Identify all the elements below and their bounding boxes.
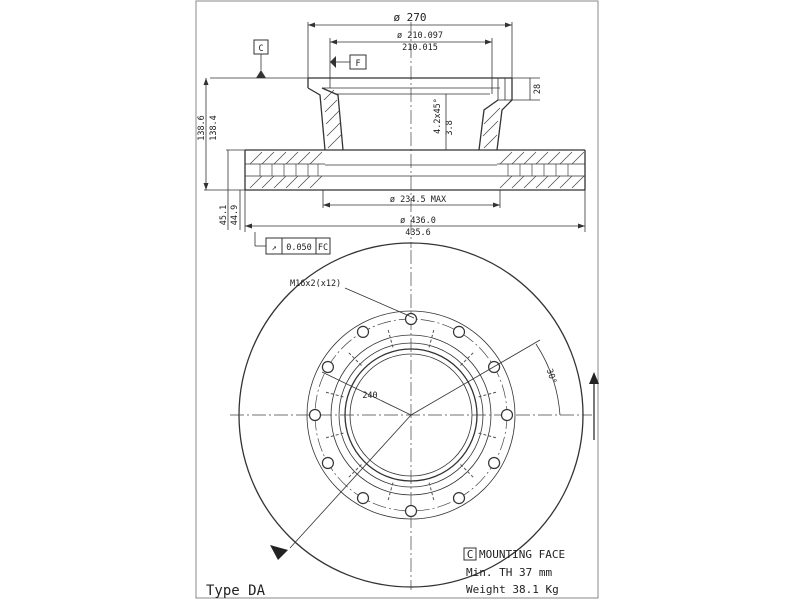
mounting-face-datum: C: [466, 548, 474, 561]
vent-slot: [349, 465, 362, 478]
dim-inner-max: ø 234.5 MAX: [389, 195, 447, 205]
vent-slot: [479, 433, 496, 438]
bolt-hole: [454, 326, 465, 337]
dim-thickness-upper: 45.1: [219, 204, 229, 226]
vent-slot: [349, 353, 362, 366]
dim-disc-lower: 435.6: [405, 228, 431, 238]
angle-label: 30°: [543, 367, 559, 386]
bolt-hole: [406, 506, 417, 517]
weight-text: Weight 38.1 Kg: [466, 583, 559, 596]
vent-slot: [461, 353, 474, 366]
face-view: [230, 243, 599, 590]
rotation-arrow-down-icon: [270, 545, 288, 560]
dim-thickness-lower: 44.9: [230, 204, 240, 226]
type-label: Type DA: [206, 583, 266, 599]
dim-height-lower: 138.4: [209, 115, 219, 141]
runout-symbol: ↗: [271, 243, 277, 253]
vent-slot: [461, 465, 474, 478]
bolt-hole: [489, 458, 500, 469]
min-thickness-text: Min. TH 37 mm: [466, 566, 553, 579]
pcd-label: 240: [362, 391, 378, 401]
dim-height-upper: 138.6: [197, 115, 207, 141]
dim-hub-upper: ø 210.097: [396, 31, 444, 41]
vent-slot: [388, 330, 393, 347]
dim-flange: 28: [533, 83, 543, 95]
bolt-hole: [322, 458, 333, 469]
dim-overall-diameter: ø 270: [393, 11, 427, 24]
datum-c-label: C: [258, 44, 264, 54]
bolt-hole: [322, 362, 333, 373]
datum-f-label: F: [355, 59, 361, 69]
vent-slot: [388, 483, 393, 500]
notes-block: [464, 548, 565, 596]
bolt-hole: [310, 410, 321, 421]
dim-chamfer: 4.2x45°: [433, 98, 443, 134]
dim-hub-lower: 210.015: [402, 43, 438, 53]
thread-label: M16x2(x12): [290, 279, 342, 289]
dim-chamfer-depth: 3.8: [445, 120, 455, 136]
vent-slot: [326, 433, 343, 438]
bolt-hole: [502, 410, 513, 421]
section-view: [197, 11, 585, 254]
dim-disc-upper: ø 436.0: [400, 216, 436, 226]
runout-datum: FC: [317, 243, 329, 253]
vent-slot: [429, 330, 434, 347]
bolt-hole: [358, 326, 369, 337]
vent-slot: [479, 392, 496, 397]
mounting-face-text: MOUNTING FACE: [479, 548, 566, 561]
bolt-hole: [454, 493, 465, 504]
vent-slot: [326, 392, 343, 397]
bolt-hole: [358, 493, 369, 504]
vent-slot: [429, 483, 434, 500]
runout-value: 0.050: [286, 243, 312, 253]
